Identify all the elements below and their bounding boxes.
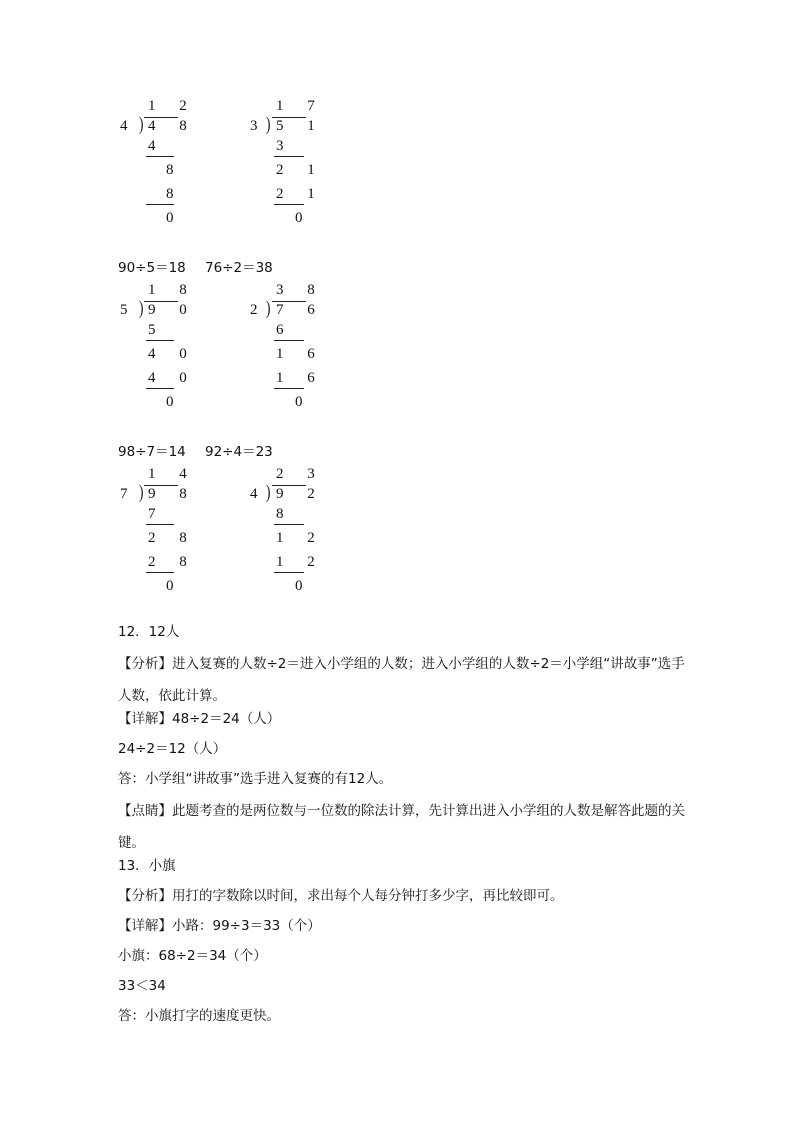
q13-detail: 【详解】小路：99÷3＝33（个） bbox=[118, 918, 321, 934]
step-line bbox=[146, 340, 174, 341]
step: 1 2 bbox=[276, 554, 325, 570]
step-line bbox=[146, 524, 174, 525]
equation: 90÷5＝18 bbox=[118, 260, 186, 276]
step: 2 1 bbox=[276, 186, 325, 202]
long-division-90-by-5 bbox=[118, 280, 198, 415]
q12-analysis: 【分析】进入复赛的人数÷2＝进入小学组的人数；进入小学组的人数÷2＝小学组“讲故事”选手人数，依此计算。 bbox=[118, 656, 685, 704]
remainder: 0 bbox=[295, 394, 313, 410]
step: 4 0 bbox=[148, 346, 197, 362]
q12-calc: 24÷2＝12（人） bbox=[118, 741, 227, 757]
step: 8 bbox=[166, 162, 184, 178]
divisor: 4 bbox=[250, 486, 258, 502]
q12-answer: 答：小学组“讲故事”选手进入复赛的有12人。 bbox=[118, 771, 393, 787]
step: 5 bbox=[148, 322, 166, 338]
step: 1 6 bbox=[276, 346, 325, 362]
step: 4 bbox=[148, 138, 166, 154]
step: 6 bbox=[276, 322, 294, 338]
dividend: 9 0 bbox=[148, 302, 197, 318]
step: 8 bbox=[276, 506, 294, 522]
divisor: 7 bbox=[120, 486, 128, 502]
long-division-48-by-4 bbox=[118, 96, 198, 231]
q12-comment: 【点睛】此题考查的是两位数与一位数的除法计算，先计算出进入小学组的人数是解答此题的关键。 bbox=[118, 803, 685, 851]
step-line bbox=[274, 204, 304, 205]
step: 2 8 bbox=[148, 554, 197, 570]
division-bracket: ) bbox=[138, 114, 144, 135]
q13-answer: 答：小旗打字的速度更快。 bbox=[118, 1008, 280, 1024]
remainder: 0 bbox=[295, 210, 313, 226]
q13-compare: 33＜34 bbox=[118, 978, 166, 994]
equation: 92÷4＝23 bbox=[205, 444, 273, 460]
remainder: 0 bbox=[166, 210, 184, 226]
step: 3 bbox=[276, 138, 294, 154]
step-line bbox=[146, 572, 174, 573]
step: 7 bbox=[148, 506, 166, 522]
remainder: 0 bbox=[166, 394, 184, 410]
dividend: 9 2 bbox=[276, 486, 325, 502]
equation: 76÷2＝38 bbox=[205, 260, 273, 276]
step: 2 1 bbox=[276, 162, 325, 178]
step: 4 0 bbox=[148, 370, 197, 386]
quotient: 3 8 bbox=[276, 282, 325, 298]
quotient: 1 7 bbox=[276, 98, 325, 114]
divisor: 3 bbox=[250, 118, 258, 134]
quotient: 2 3 bbox=[276, 466, 325, 482]
dividend: 7 6 bbox=[276, 302, 325, 318]
step: 1 6 bbox=[276, 370, 325, 386]
remainder: 0 bbox=[166, 578, 184, 594]
divisor: 5 bbox=[120, 302, 128, 318]
step-line bbox=[274, 156, 304, 157]
step-line bbox=[274, 340, 304, 341]
divisor: 2 bbox=[250, 302, 258, 318]
long-division-92-by-4 bbox=[248, 464, 328, 599]
q13-heading: 13．小旗 bbox=[118, 858, 176, 874]
q13-analysis: 【分析】用打的字数除以时间，求出每个人每分钟打多少字，再比较即可。 bbox=[118, 888, 564, 904]
q13-calc: 小旗：68÷2＝34（个） bbox=[118, 948, 267, 964]
quotient: 1 8 bbox=[148, 282, 197, 298]
long-division-98-by-7 bbox=[118, 464, 198, 599]
step: 2 8 bbox=[148, 530, 197, 546]
step-line bbox=[274, 524, 304, 525]
division-bracket: ) bbox=[265, 114, 271, 135]
dividend: 5 1 bbox=[276, 118, 325, 134]
division-bracket: ) bbox=[265, 482, 271, 503]
division-bracket: ) bbox=[138, 298, 144, 319]
long-division-76-by-2 bbox=[248, 280, 328, 415]
step: 8 bbox=[166, 186, 184, 202]
q12-heading: 12．12人 bbox=[118, 624, 180, 640]
division-bracket: ) bbox=[265, 298, 271, 319]
divisor: 4 bbox=[120, 118, 128, 134]
step-line bbox=[274, 388, 304, 389]
dividend: 4 8 bbox=[148, 118, 197, 134]
q12-detail: 【详解】48÷2＝24（人） bbox=[118, 711, 281, 727]
division-bracket: ) bbox=[138, 482, 144, 503]
remainder: 0 bbox=[295, 578, 313, 594]
step-line bbox=[146, 156, 174, 157]
step-line bbox=[274, 572, 304, 573]
step: 1 2 bbox=[276, 530, 325, 546]
step-line bbox=[146, 388, 174, 389]
step-line bbox=[146, 204, 174, 205]
dividend: 9 8 bbox=[148, 486, 197, 502]
equation: 98÷7＝14 bbox=[118, 444, 186, 460]
long-division-51-by-3 bbox=[248, 96, 328, 231]
quotient: 1 4 bbox=[148, 466, 197, 482]
quotient: 1 2 bbox=[148, 98, 197, 114]
